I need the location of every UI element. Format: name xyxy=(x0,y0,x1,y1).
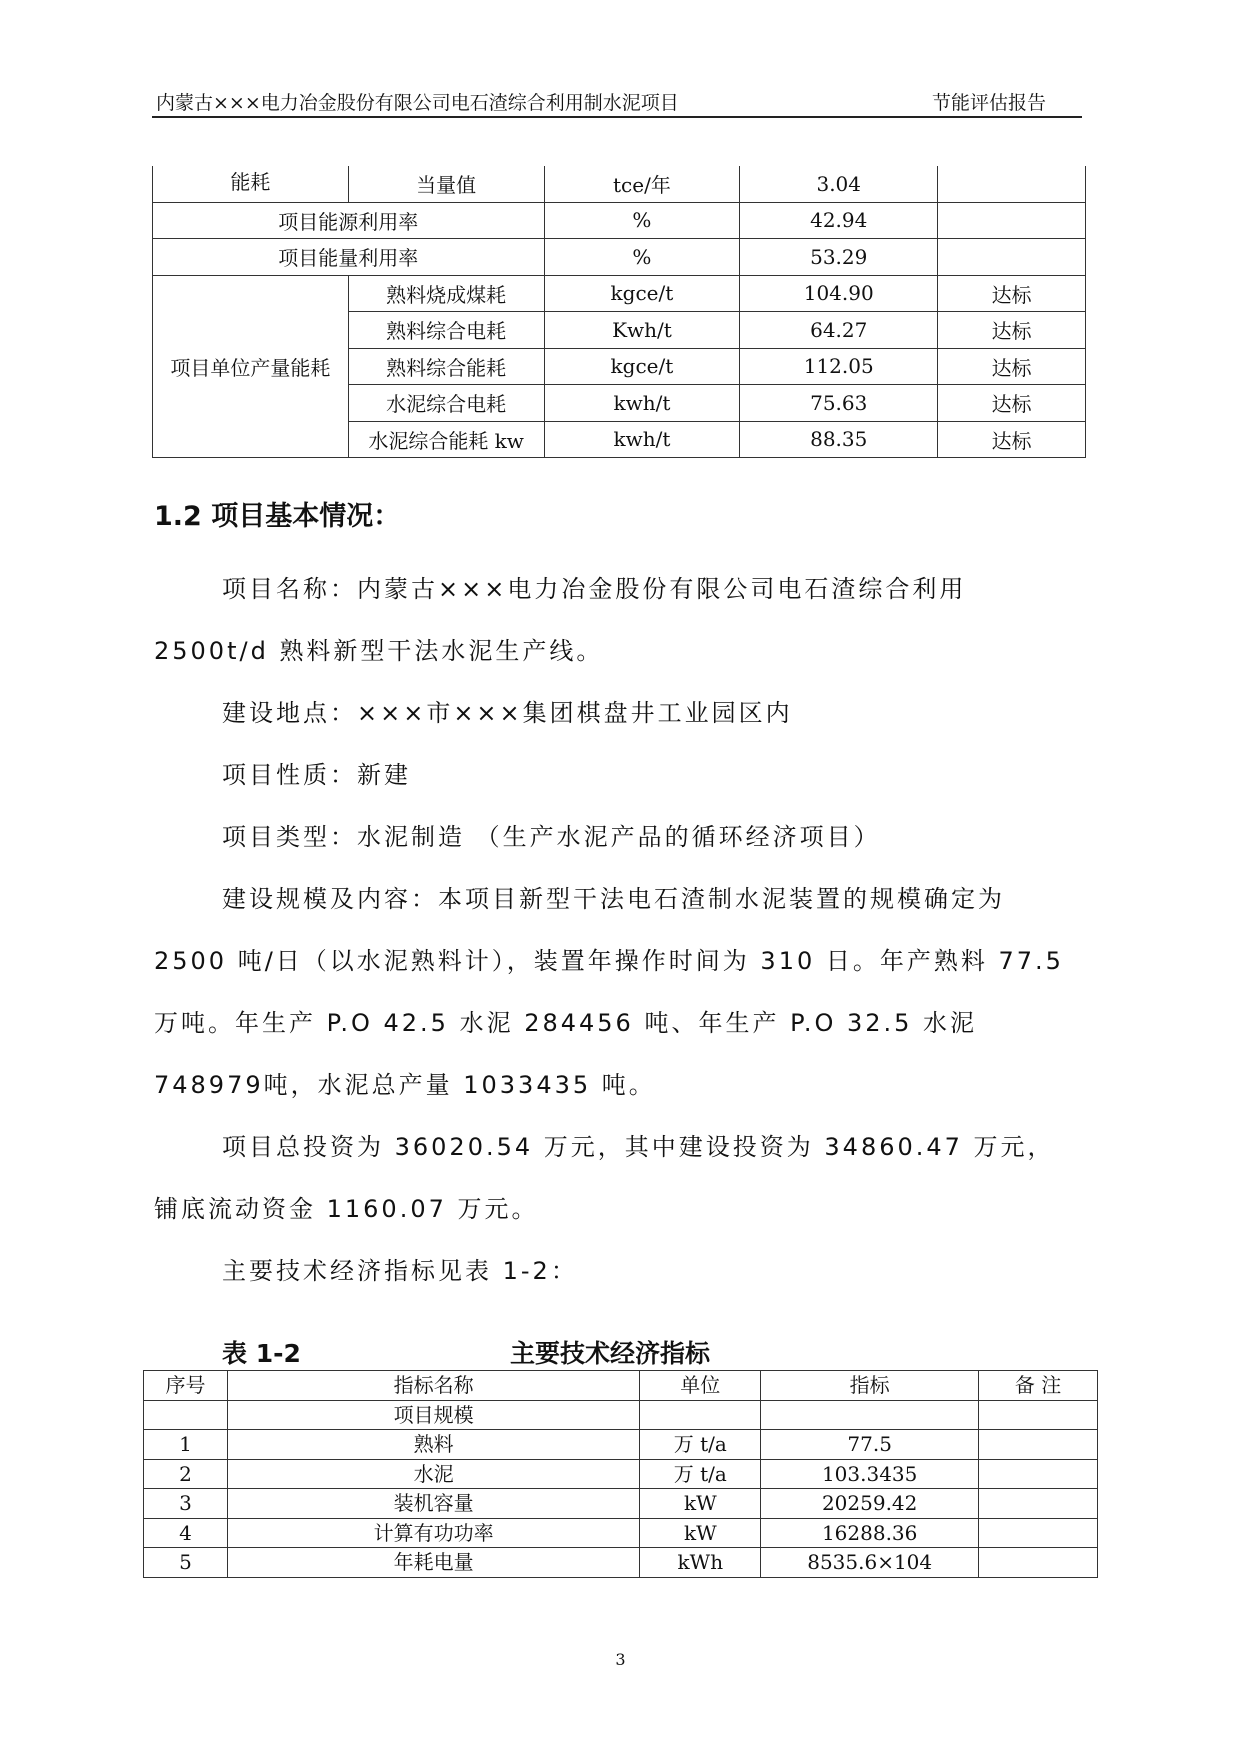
paragraph-text: 建设地点：×××市×××集团棋盘井工业园区内 xyxy=(222,699,793,727)
column-header: 指标名称 xyxy=(227,1371,639,1401)
table-cell: 万 t/a xyxy=(640,1430,761,1460)
table-cell: kwh/t xyxy=(544,385,740,422)
table-cell xyxy=(979,1489,1098,1519)
table-cell: 42.94 xyxy=(740,202,938,239)
table-cell: 64.27 xyxy=(740,312,938,349)
table-cell: kW xyxy=(640,1518,761,1548)
paragraph-table-ref xyxy=(154,1240,1074,1302)
column-header: 序号 xyxy=(144,1371,228,1401)
table-cell: 熟料综合能耗 xyxy=(348,348,544,385)
table-cell: 达标 xyxy=(938,348,1086,385)
table-cell: 熟料综合电耗 xyxy=(348,312,544,349)
paragraph-type xyxy=(154,806,1074,868)
paragraph-text: 主要技术经济指标见表 1-2： xyxy=(222,1257,578,1285)
table-cell: 达标 xyxy=(938,385,1086,422)
table-row xyxy=(153,275,1086,312)
table-cell: 项目规模 xyxy=(227,1400,639,1430)
table-cell: 16288.36 xyxy=(761,1518,979,1548)
table-cell: 年耗电量 xyxy=(227,1548,639,1578)
column-header: 备 注 xyxy=(979,1371,1098,1401)
paragraph-text: 项目总投资为 36020.54 万元，其中建设投资为 34860.47 万元，铺底流动资金 1160.07 万元。 xyxy=(154,1133,1055,1223)
table-cell: 2 xyxy=(144,1459,228,1489)
page-number: 3 xyxy=(615,1650,626,1669)
table-cell: 103.3435 xyxy=(761,1459,979,1489)
header-report-type: 节能评估报告 xyxy=(931,92,1046,114)
table-cell: 88.35 xyxy=(740,421,938,458)
section-heading: 1.2 项目基本情况： xyxy=(154,501,401,532)
table-cell: 万 t/a xyxy=(640,1459,761,1489)
table-cell xyxy=(938,239,1086,276)
page-header xyxy=(152,86,1082,118)
table-cell: 达标 xyxy=(938,312,1086,349)
table-cell: kW xyxy=(640,1489,761,1519)
table-cell xyxy=(640,1400,761,1430)
table-cell: % xyxy=(544,239,740,276)
table-cell: 1 xyxy=(144,1430,228,1460)
table-cell xyxy=(144,1400,228,1430)
table-cell: kwh/t xyxy=(544,421,740,458)
table-cell: 达标 xyxy=(938,275,1086,312)
table-row xyxy=(153,239,1086,276)
table-cell xyxy=(938,202,1086,239)
technical-indicators-table xyxy=(143,1370,1098,1578)
table-header-row xyxy=(144,1371,1098,1401)
table-cell: 水泥 xyxy=(227,1459,639,1489)
table-cell: 项目能源利用率 xyxy=(153,202,545,239)
table-cell: 4 xyxy=(144,1518,228,1548)
table-cell: 104.90 xyxy=(740,275,938,312)
paragraph-project-name xyxy=(154,558,1074,682)
table-cell: 水泥综合能耗 kw xyxy=(348,421,544,458)
table-cell: 5 xyxy=(144,1548,228,1578)
table-cell: kgce/t xyxy=(544,348,740,385)
table-cell: 3 xyxy=(144,1489,228,1519)
table-cell xyxy=(761,1400,979,1430)
table-cell: 熟料烧成煤耗 xyxy=(348,275,544,312)
table-cell: 20259.42 xyxy=(761,1489,979,1519)
column-header: 指标 xyxy=(761,1371,979,1401)
paragraph-text: 项目名称：内蒙古×××电力冶金股份有限公司电石渣综合利用2500t/d 熟料新型干法水泥生产线。 xyxy=(154,575,967,665)
table-row xyxy=(153,166,1086,202)
table-row xyxy=(144,1400,1098,1430)
table-cell xyxy=(979,1430,1098,1460)
table-caption-number: 表 1-2 xyxy=(222,1339,301,1368)
energy-consumption-table xyxy=(152,166,1086,458)
table-cell: 53.29 xyxy=(740,239,938,276)
paragraph-location xyxy=(154,682,1074,744)
table-cell: 装机容量 xyxy=(227,1489,639,1519)
header-title: 内蒙古×××电力冶金股份有限公司电石渣综合利用制水泥项目 xyxy=(156,92,679,114)
table-row xyxy=(153,202,1086,239)
table-cell xyxy=(979,1548,1098,1578)
table-cell: 77.5 xyxy=(761,1430,979,1460)
table-cell: tce/年 xyxy=(544,166,740,202)
table-row xyxy=(144,1430,1098,1460)
paragraph-nature xyxy=(154,744,1074,806)
table-cell: 8535.6×104 xyxy=(761,1548,979,1578)
column-header: 单位 xyxy=(640,1371,761,1401)
table-cell: 计算有功功率 xyxy=(227,1518,639,1548)
table-cell: 能耗 xyxy=(153,166,349,202)
paragraph-text: 项目性质：新建 xyxy=(222,761,411,789)
table-cell xyxy=(979,1400,1098,1430)
table-cell xyxy=(938,166,1086,202)
table-caption-title: 主要技术经济指标 xyxy=(510,1339,711,1368)
table-row xyxy=(144,1489,1098,1519)
table-cell: 项目单位产量能耗 xyxy=(153,275,349,458)
table-cell: 112.05 xyxy=(740,348,938,385)
table-cell: % xyxy=(544,202,740,239)
table-cell: 项目能量利用率 xyxy=(153,239,545,276)
table-cell: 水泥综合电耗 xyxy=(348,385,544,422)
table-cell: 达标 xyxy=(938,421,1086,458)
paragraph-scale xyxy=(154,868,1074,1116)
table-cell: 熟料 xyxy=(227,1430,639,1460)
table-cell: kWh xyxy=(640,1548,761,1578)
paragraph-text: 项目类型：水泥制造 （生产水泥产品的循环经济项目） xyxy=(222,823,881,851)
table-cell: 当量值 xyxy=(348,166,544,202)
table-cell: kgce/t xyxy=(544,275,740,312)
table-row xyxy=(144,1518,1098,1548)
table-row xyxy=(144,1548,1098,1578)
table-cell: 75.63 xyxy=(740,385,938,422)
table-cell: Kwh/t xyxy=(544,312,740,349)
table-cell xyxy=(979,1518,1098,1548)
paragraph-text: 建设规模及内容：本项目新型干法电石渣制水泥装置的规模确定为2500 吨/日（以水泥熟料计），装置年操作时间为 310 日。年产熟料 77.5万吨。年生产 P.O 42.5 水泥 284456 吨、年生产 P.O 32.5 水泥 748979吨，水泥总产量 1033435 吨。 xyxy=(154,885,1064,1099)
paragraph-investment xyxy=(154,1116,1074,1240)
table-row xyxy=(144,1459,1098,1489)
table-cell xyxy=(979,1459,1098,1489)
table-cell: 3.04 xyxy=(740,166,938,202)
